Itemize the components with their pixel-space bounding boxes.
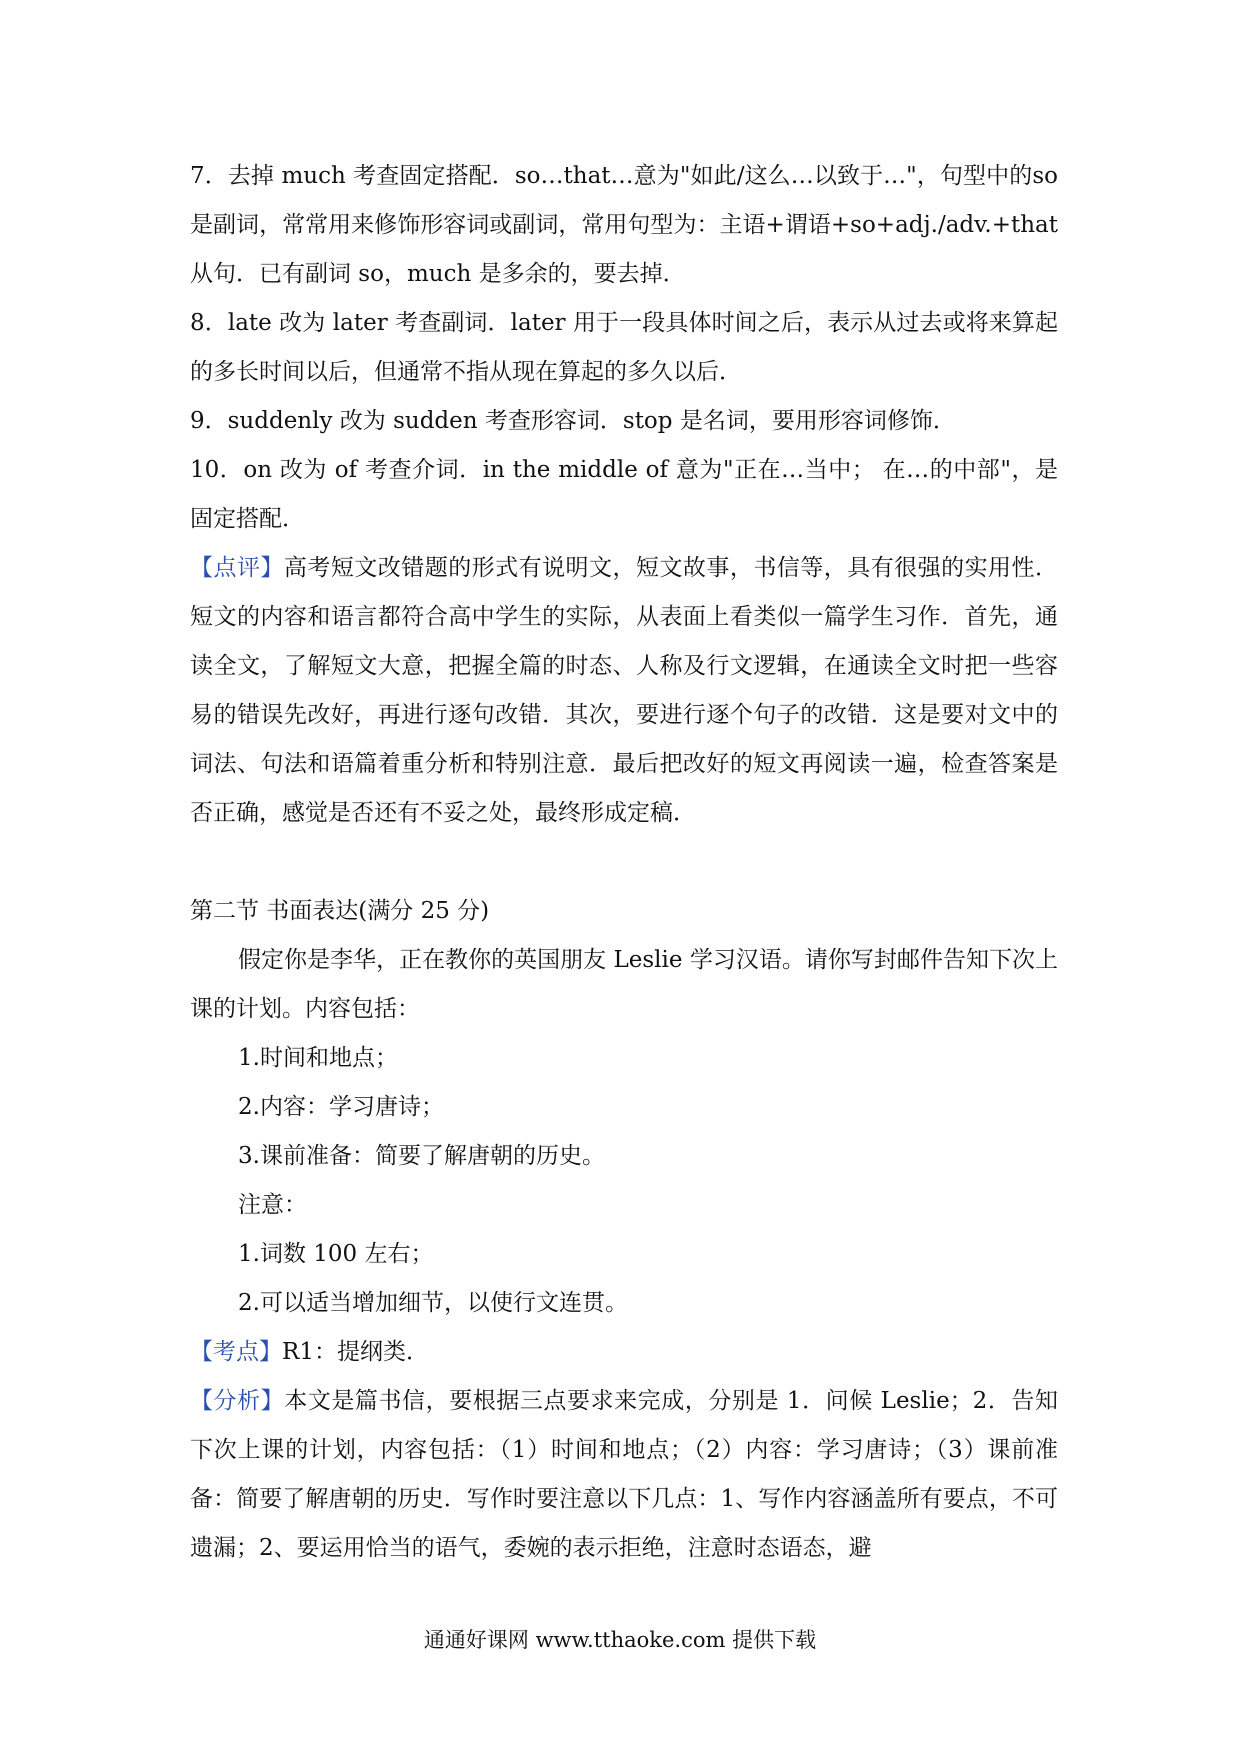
kaodian-label: 【考点】 (190, 1339, 282, 1365)
writing-prompt: 假定你是李华，正在教你的英国朋友 Leslie 学习汉语。请你写封邮件告知下次上课的计划。内容包括： (190, 947, 1058, 1022)
note-title: 注意： (238, 1192, 307, 1218)
comment-text: 高考短文改错题的形式有说明文，短文故事，书信等，具有很强的实用性．短文的内容和语言都符合高中学生的实际，从表面上看类似一篇学生习作．首先，通读全文，了解短文大意，把握全篇的时态、人称及行文逻辑，在通读全文时把一些容易的错误先改好，再进行逐句改错．其次，要进行逐个句子的改错．这是要对文中的词法、句法和语篇着重分析和特别注意．最后把改好的短文再阅读一遍，检查答案是否正确，感觉是否还有不妥之处，最终形成定稿． (190, 555, 1059, 826)
note-1: 1.词数 100 左右； (238, 1241, 434, 1267)
answer-item-8: 8．late 改为 later 考查副词．later 用于一段具体时间之后，表示从过去或将来算起的多长时间以后，但通常不指从现在算起的多久以后． (190, 310, 1058, 385)
prompt-point-3: 3.课前准备：简要了解唐朝的历史。 (238, 1143, 605, 1169)
page-footer: 通通好课网 www.tthaoke.com 提供下载 (423, 1628, 817, 1652)
prompt-point-1: 1.时间和地点； (238, 1045, 398, 1071)
kaodian-text: R1：提纲类． (282, 1339, 429, 1365)
section-title: 第二节 书面表达(满分 25 分) (190, 898, 490, 924)
fenxi-label: 【分析】 (190, 1388, 285, 1414)
prompt-point-2: 2.内容：学习唐诗； (238, 1094, 444, 1120)
fenxi-paragraph (190, 1377, 1058, 1573)
section-gap (190, 838, 1058, 887)
kaodian-paragraph (190, 1328, 1058, 1377)
note-2: 2.可以适当增加细节，以使行文连贯。 (238, 1290, 628, 1316)
fenxi-text: 本文是篇书信，要根据三点要求来完成，分别是 1．问候 Leslie；2．告知下次上课的计划，内容包括：（1）时间和地点；（2）内容：学习唐诗；（3）课前准备：简要了解唐朝的历史．写作时要注意以下几点：1、写作内容涵盖所有要点，不可遗漏；2、要运用恰当的语气，委婉的表示拒绝，注意时态语态，避 (190, 1388, 1058, 1561)
page-content (190, 152, 1058, 1573)
answer-item-7: 7．去掉 much 考查固定搭配．so…that…意为"如此/这么…以致于…"，句型中的so 是副词，常常用来修饰形容词或副词，常用句型为：主语+谓语+so+adj./adv.+that 从句．已有副词 so，much 是多余的，要去掉． (190, 163, 1058, 287)
comment-label: 【点评】 (190, 555, 284, 581)
comment-paragraph (190, 544, 1058, 838)
answer-item-9: 9．suddenly 改为 sudden 考查形容词．stop 是名词，要用形容词修饰． (190, 408, 956, 434)
answer-item-10: 10．on 改为 of 考查介词．in the middle of 意为"正在…当中； 在…的中部"，是固定搭配． (190, 457, 1058, 532)
